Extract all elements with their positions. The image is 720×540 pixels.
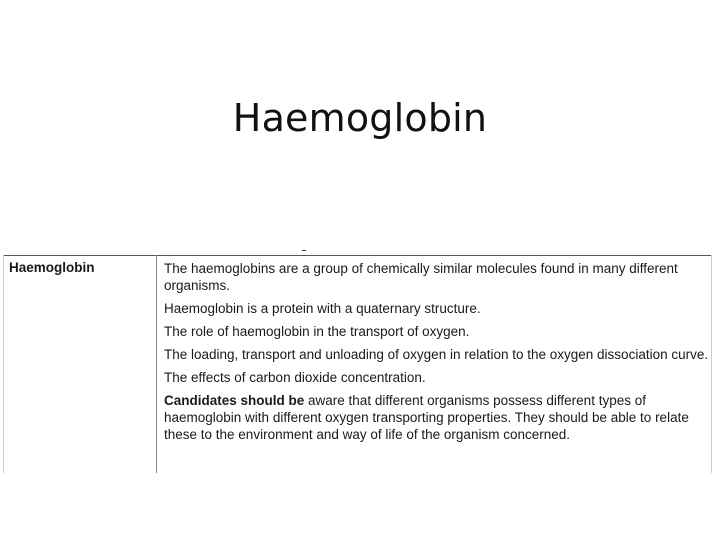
slide-title: Haemoglobin [232,96,488,140]
statement-item: The loading, transport and unloading of oxygen in relation to the oxygen dissociation curve. [164,347,709,362]
statement-item: The haemoglobins are a group of chemically similar molecules found in many different organisms. [164,261,678,293]
statement-list [164,260,709,443]
table-right-border [711,255,712,473]
header-tick-mark [302,250,306,251]
specification-table [3,246,712,473]
guidance-text: aware that different organisms possess different types of haemoglobin with different oxygen transporting properties. They should be able to relate these to the environment and way of life of the organism concerned. [164,393,689,442]
table-column-divider [156,255,157,473]
statement-item: The effects of carbon dioxide concentration. [164,370,426,385]
table-top-border [3,255,712,256]
guidance-lead: Candidates should be [164,393,305,408]
table-left-border [3,255,4,473]
statement-item: The role of haemoglobin in the transport of oxygen. [164,324,470,339]
topic-label: Haemoglobin [9,260,95,275]
statement-item: Haemoglobin is a protein with a quaternary structure. [164,301,481,316]
candidate-guidance [164,392,709,443]
